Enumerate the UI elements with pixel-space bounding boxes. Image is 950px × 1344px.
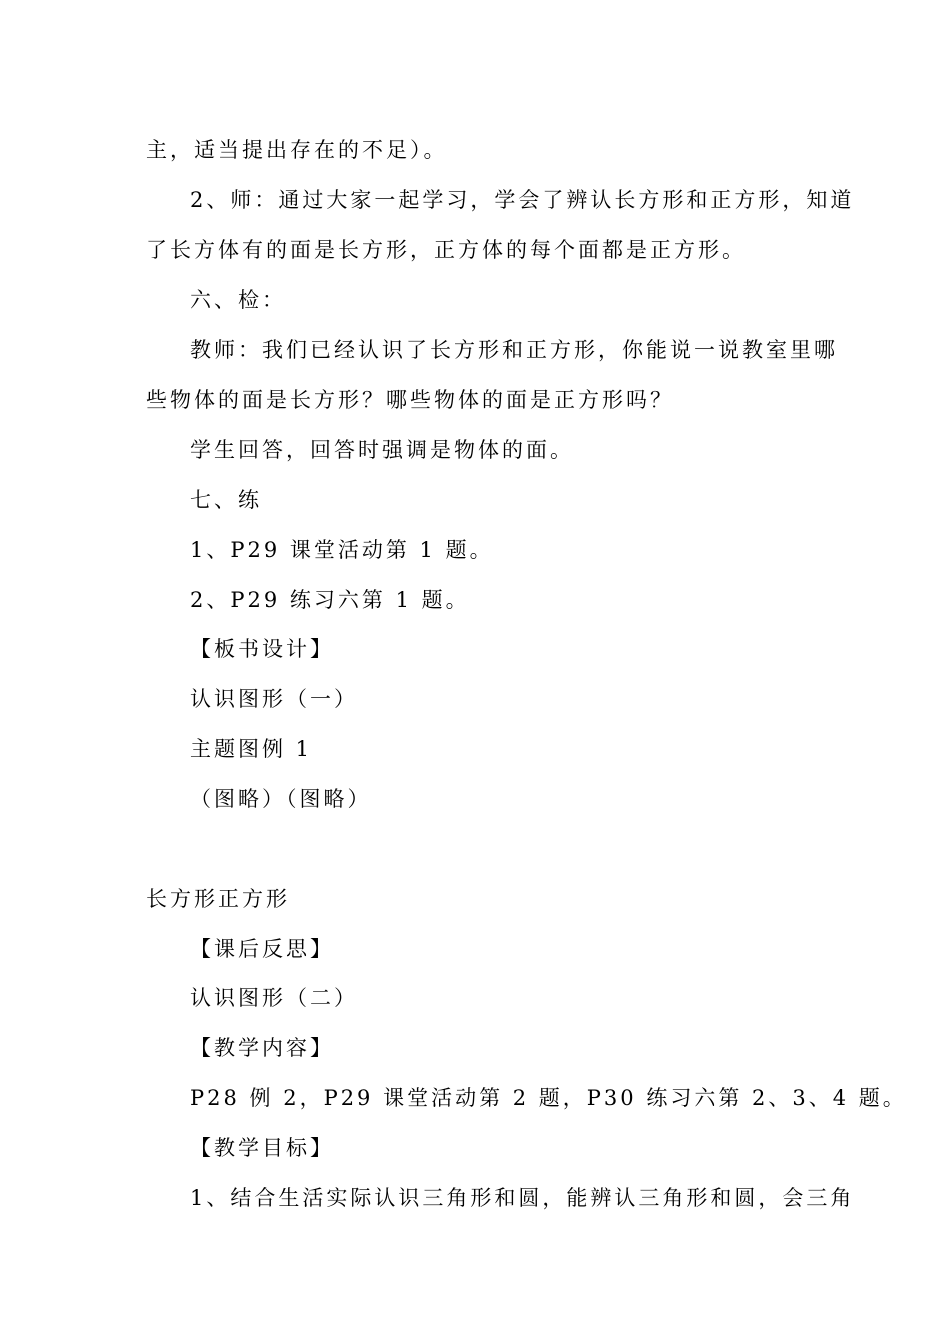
section-heading: 【教学目标】	[190, 1136, 334, 1160]
paragraph-line: 认识图形（一）	[190, 687, 358, 711]
section-heading: 【板书设计】	[190, 637, 334, 661]
section-heading: 六、检：	[190, 288, 286, 312]
paragraph-line: 学生回答，回答时强调是物体的面。	[190, 438, 574, 462]
paragraph-line: 些物体的面是长方形？哪些物体的面是正方形吗？	[146, 388, 674, 412]
paragraph-line: 了长方体有的面是长方形，正方体的每个面都是正方形。	[146, 238, 746, 262]
section-heading: 【课后反思】	[190, 937, 334, 961]
list-item: 1、P29 课堂活动第 1 题。	[190, 538, 494, 562]
page-title: 认识图形（二）	[190, 986, 358, 1010]
section-heading: 七、练	[190, 488, 262, 512]
paragraph-line: P28 例 2，P29 课堂活动第 2 题，P30 练习六第 2、3、4 题。	[190, 1086, 907, 1110]
paragraph-line: （图略）（图略）	[190, 787, 372, 811]
paragraph-line: 主，适当提出存在的不足）。	[146, 138, 448, 162]
list-item: 1、结合生活实际认识三角形和圆，能辨认三角形和圆，会三角	[190, 1186, 855, 1210]
paragraph-line: 长方形正方形	[146, 887, 290, 911]
section-heading: 【教学内容】	[190, 1036, 334, 1060]
paragraph-line: 2、师：通过大家一起学习，学会了辨认长方形和正方形，知道	[190, 188, 855, 212]
list-item: 2、P29 练习六第 1 题。	[190, 588, 470, 612]
paragraph-line: 主题图例 1	[190, 737, 313, 761]
paragraph-line: 教师：我们已经认识了长方形和正方形，你能说一说教室里哪	[190, 338, 838, 362]
